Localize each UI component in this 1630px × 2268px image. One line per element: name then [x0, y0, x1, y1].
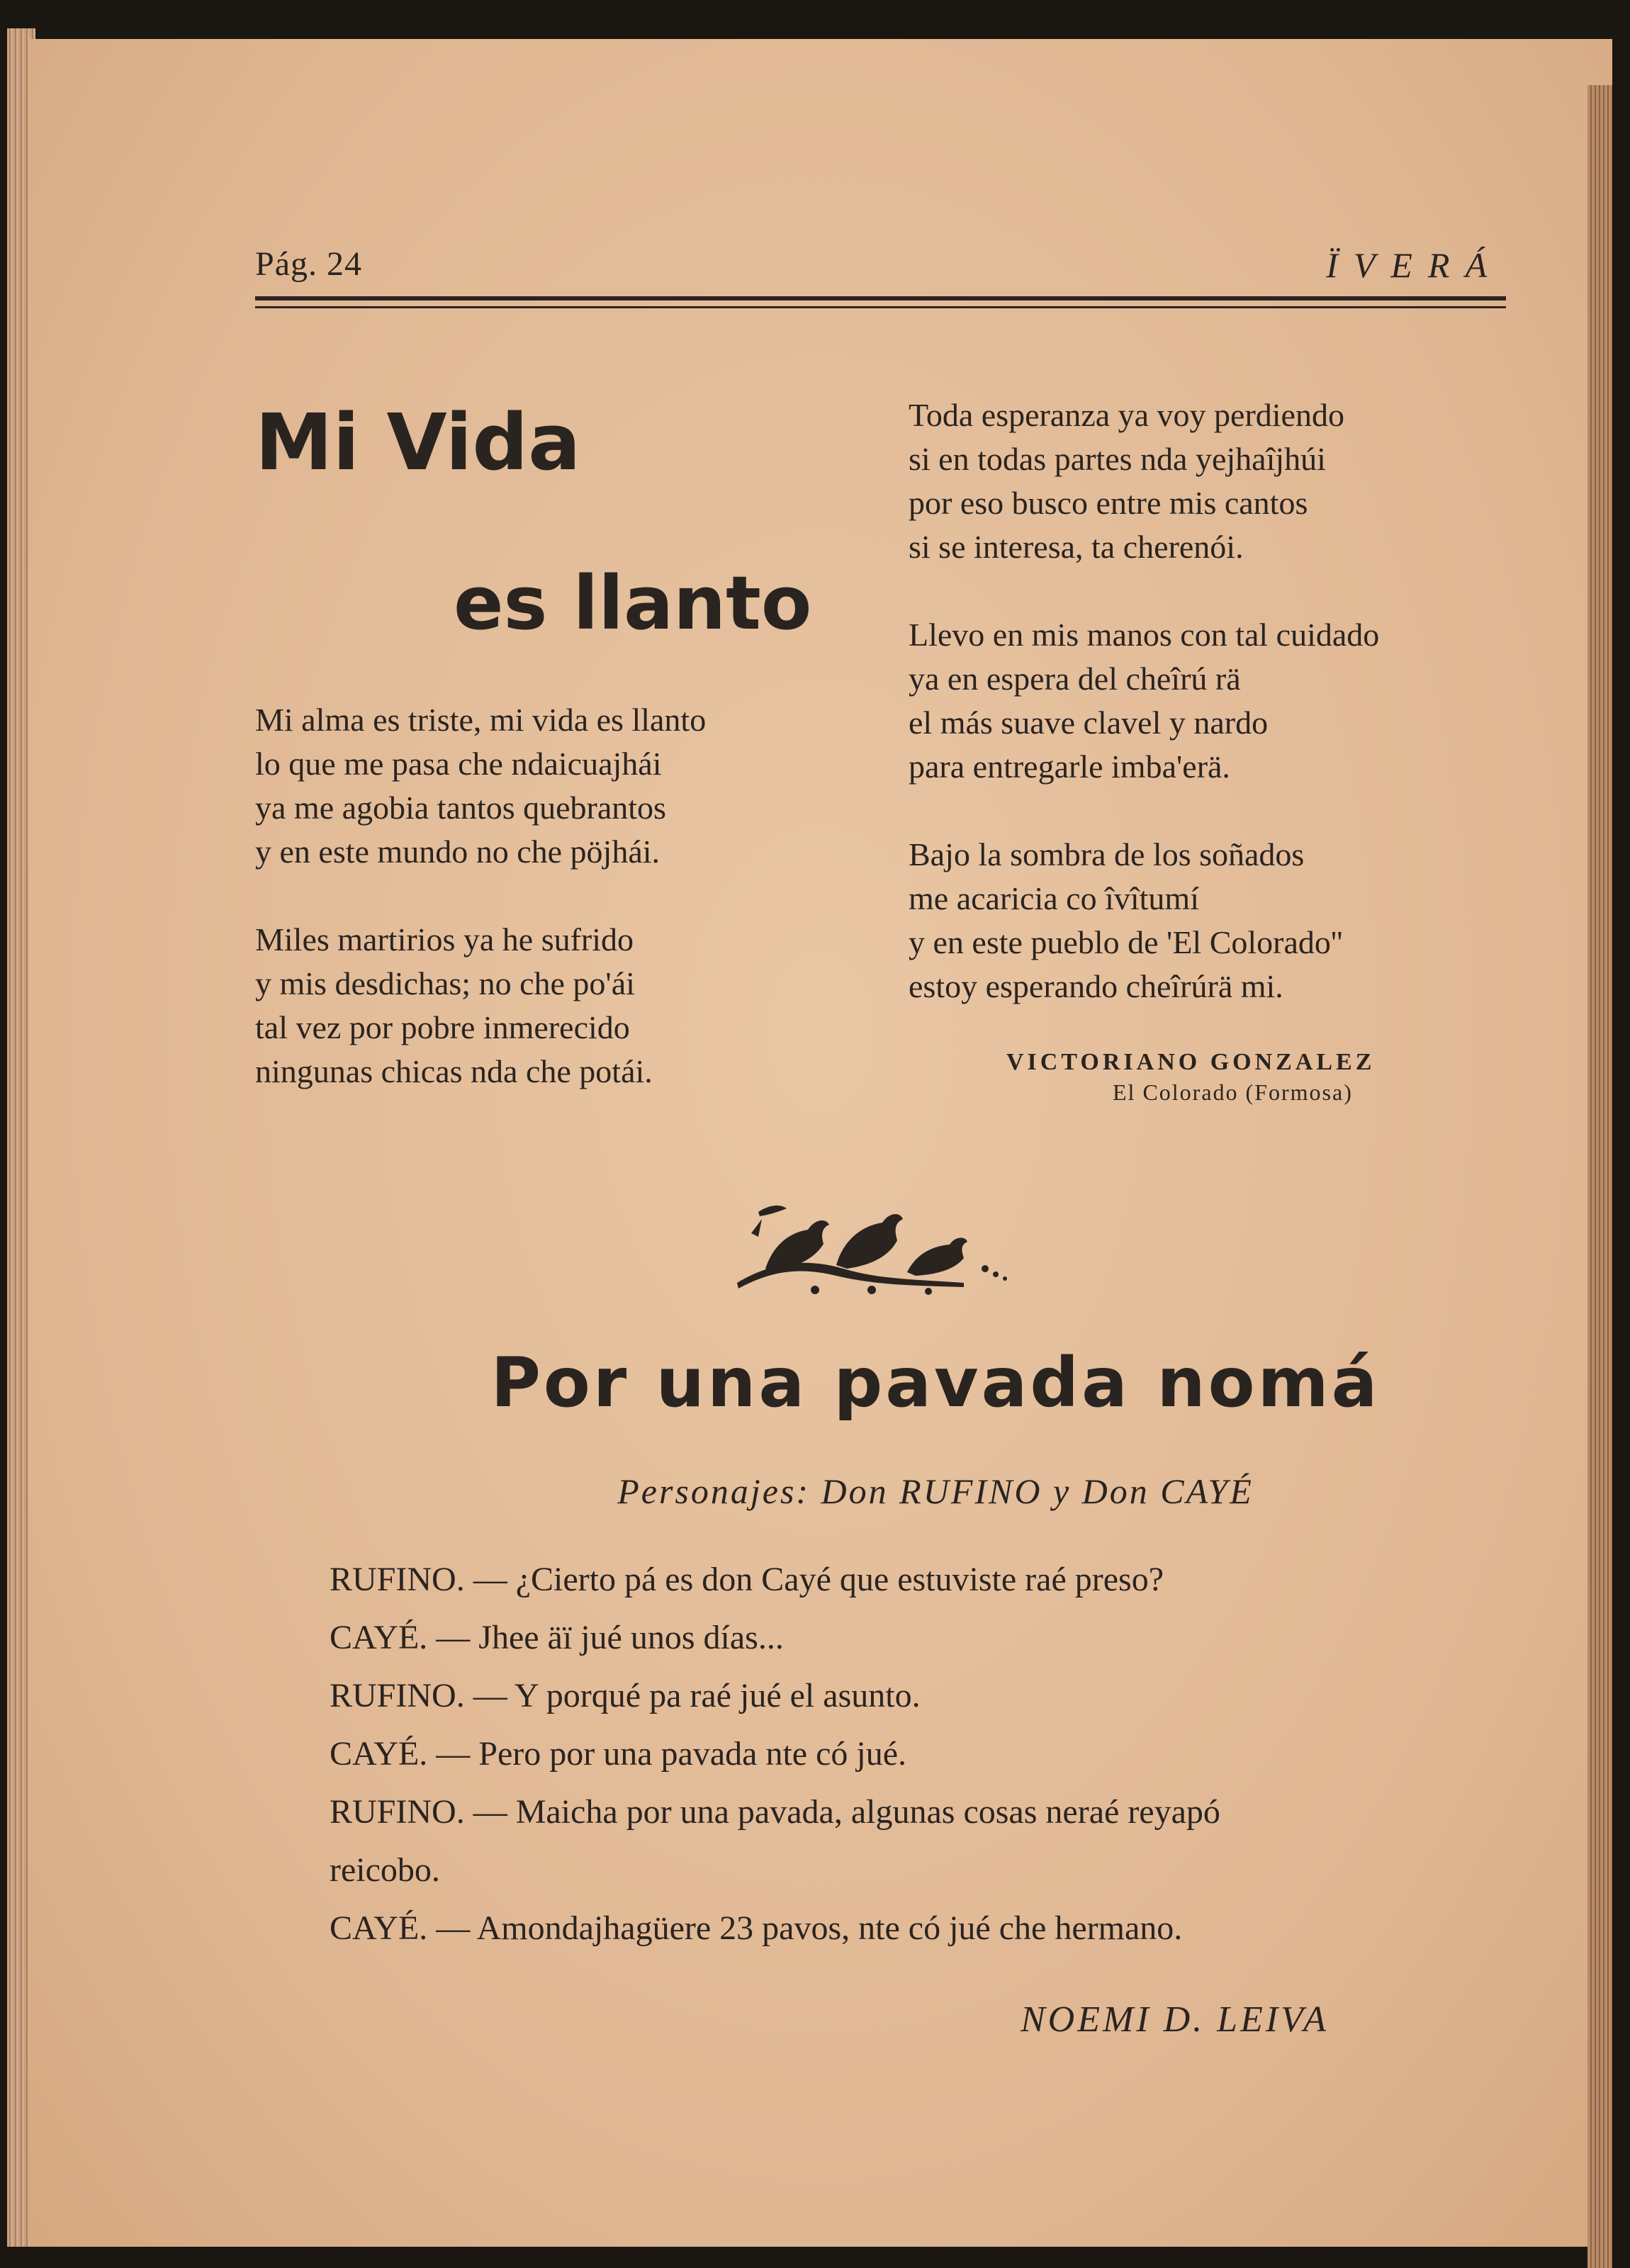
birds-vignette-icon [730, 1191, 1028, 1297]
piece-cast: Personajes: Don RUFINO y Don CAYÉ [617, 1471, 1254, 1511]
verse-line: Mi alma es triste, mi vida es llanto [255, 702, 707, 738]
verse-line: Toda esperanza ya voy perdiendo [909, 397, 1344, 433]
verse-line: y en este mundo no che pöjhái. [255, 833, 661, 870]
page-fold-edge [1587, 85, 1612, 2268]
verse-line: lo que me pasa che ndaicuajhái [255, 746, 662, 782]
speaker-name: RUFINO. [330, 1793, 465, 1831]
stanza [909, 393, 1379, 569]
speech-text: — Pero por una pavada nte có jué. [436, 1735, 907, 1773]
verse-line: y mis desdichas; no che po'ái [255, 965, 635, 1001]
piece-author: NOEMI D. LEIVA [1021, 1999, 1329, 2040]
stanza [255, 918, 706, 1094]
stanza [255, 698, 706, 874]
poem-title-line2: es llanto [454, 560, 812, 646]
verse-line: por eso busco entre mis cantos [909, 485, 1308, 521]
speech-text: — Y porqué pa raé jué el asunto. [473, 1677, 921, 1714]
verse-line: si se interesa, ta cherenói. [909, 529, 1244, 565]
speech-text: — Jhee äï jué unos días... [436, 1619, 784, 1656]
verse-line: me acaricia co îvîtumí [909, 880, 1199, 916]
verse-line: Miles martirios ya he sufrido [255, 921, 634, 958]
verse-line: y en este pueblo de 'El Colorado'' [909, 924, 1343, 960]
verse-line: ya en espera del cheîrú rä [909, 661, 1241, 697]
speaker-name: RUFINO. [330, 1561, 465, 1598]
piece-title: Por una pavada nomá [490, 1343, 1381, 1422]
verse-line: estoy esperando cheîrúrä mi. [909, 968, 1283, 1004]
dialogue-line [330, 1667, 1506, 1725]
poem-left-column [255, 698, 706, 1138]
magazine-title: ÏVERÁ [1326, 245, 1502, 285]
speaker-name: CAYÉ. [330, 1735, 428, 1773]
dialogue-line [330, 1899, 1506, 1958]
speech-text: — Maicha por una pavada, algunas cosas neraé reyapó [473, 1793, 1220, 1831]
header-rule-thick [255, 296, 1506, 301]
speech-text: — Amondajhagüere 23 pavos, nte có jué che hermano. [436, 1909, 1183, 1947]
stanza [909, 833, 1379, 1009]
verse-line: Llevo en mis manos con tal cuidado [909, 617, 1380, 653]
verse-line: Bajo la sombra de los soñados [909, 836, 1305, 872]
header-rule-thin [255, 306, 1506, 308]
poem-author: VICTORIANO GONZALEZ [1006, 1049, 1376, 1075]
verse-line: ningunas chicas nda che potái. [255, 1053, 653, 1089]
dialogue-line [330, 1783, 1506, 1841]
dialogue-line-continuation [330, 1841, 1506, 1899]
page-number: Pág. 24 [255, 245, 362, 283]
verse-line: el más suave clavel y nardo [909, 704, 1269, 741]
poem-author-place: El Colorado (Formosa) [1113, 1079, 1353, 1105]
speaker-name: CAYÉ. [330, 1909, 428, 1947]
speech-text: reicobo. [330, 1851, 440, 1889]
dialogue-line [330, 1725, 1506, 1783]
speaker-name: CAYÉ. [330, 1619, 428, 1656]
verse-line: tal vez por pobre inmerecido [255, 1009, 630, 1045]
speaker-name: RUFINO. [330, 1677, 465, 1714]
stanza [909, 613, 1379, 789]
verse-line: ya me agobia tantos quebrantos [255, 790, 666, 826]
dialogue-line [330, 1551, 1506, 1609]
poem-right-column [909, 393, 1379, 1052]
verse-line: si en todas partes nda yejhaîjhúi [909, 441, 1326, 477]
dialogue-line [330, 1609, 1506, 1667]
poem-title-line1: Mi Vida [255, 397, 581, 488]
verse-line: para entregarle imba'erä. [909, 748, 1230, 785]
dialogue-block [330, 1551, 1506, 1958]
speech-text: — ¿Cierto pá es don Cayé que estuviste raé preso? [473, 1561, 1164, 1598]
